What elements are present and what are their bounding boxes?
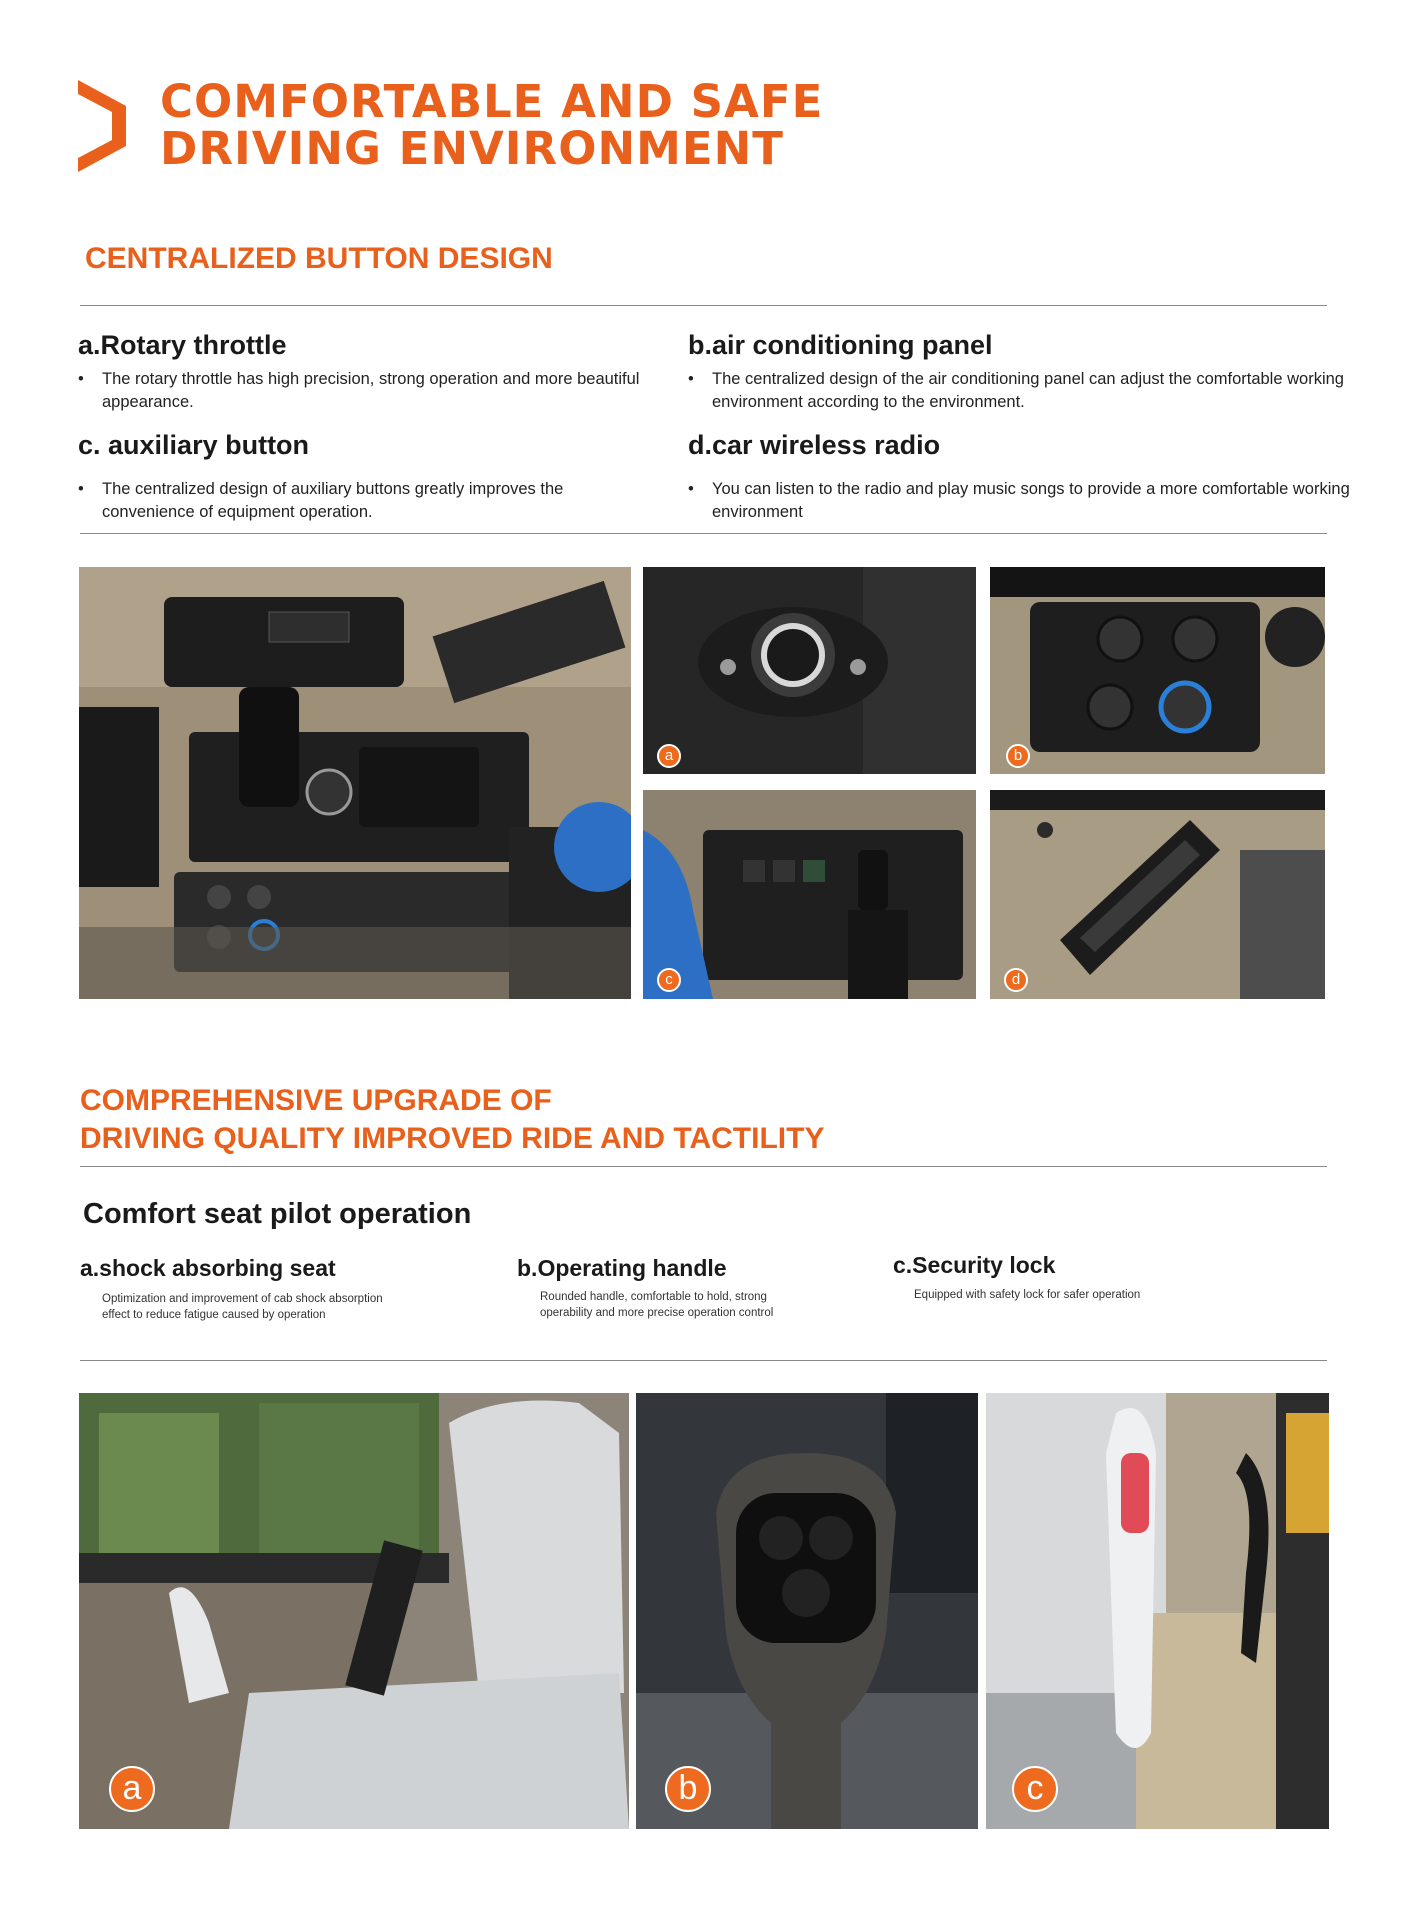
shock-absorbing-seat-photo	[79, 1393, 629, 1829]
cab-console-photo	[79, 567, 631, 999]
page-title-line2: DRIVING ENVIRONMENT	[160, 122, 784, 175]
auxiliary-buttons-photo	[643, 790, 976, 999]
item-heading-seat: a.shock absorbing seat	[80, 1255, 336, 1281]
section-title-line1: COMPREHENSIVE UPGRADE OF	[80, 1084, 552, 1117]
page-title-line1: COMFORTABLE AND SAFE	[160, 75, 824, 128]
photo-badge: a	[657, 744, 681, 768]
item-text-handle: Rounded handle, comfortable to hold, strong operability and more precise operation control	[540, 1291, 774, 1319]
photo-badge: b	[665, 1766, 711, 1812]
divider	[80, 533, 1327, 534]
item-text-security-lock: Equipped with safety lock for safer operation	[914, 1289, 1141, 1301]
item-text-seat: Optimization and improvement of cab shock absorption effect to reduce fatigue caused by operation	[102, 1293, 383, 1321]
page-title	[160, 75, 1060, 175]
subsection-title: Comfort seat pilot operation	[83, 1198, 472, 1230]
section-title-buttons: CENTRALIZED BUTTON DESIGN	[85, 242, 553, 275]
item-heading-security-lock: c.Security lock	[893, 1252, 1056, 1278]
photo-badge: c	[657, 968, 681, 992]
photo-badge: a	[109, 1766, 155, 1812]
feature-heading-air-conditioning: b.air conditioning panel	[688, 330, 993, 360]
feature-text-car-radio: • You can listen to the radio and play music songs to provide a more comfortable working environment	[688, 478, 1377, 524]
feature-heading-rotary-throttle: a.Rotary throttle	[78, 330, 287, 360]
feature-text-rotary-throttle: • The rotary throttle has high precision, strong operation and more beautiful appearance.	[78, 368, 662, 414]
section-title-line2: DRIVING QUALITY IMPROVED RIDE AND TACTILITY	[80, 1122, 825, 1155]
item-heading-handle: b.Operating handle	[517, 1255, 727, 1281]
rotary-throttle-photo	[643, 567, 976, 774]
photo-badge: c	[1012, 1766, 1058, 1812]
feature-heading-auxiliary-button: c. auxiliary button	[78, 430, 310, 460]
photo-badge: b	[1006, 744, 1030, 768]
divider	[80, 1360, 1327, 1361]
car-radio-photo	[990, 790, 1325, 999]
divider	[80, 1166, 1327, 1167]
security-lock-photo	[986, 1393, 1329, 1829]
feature-text-air-conditioning: • The centralized design of the air conditioning panel can adjust the comfortable working environment according to the environment.	[688, 368, 1352, 414]
feature-heading-car-radio: d.car wireless radio	[688, 430, 941, 460]
operating-handle-photo	[636, 1393, 978, 1829]
air-conditioning-panel-photo	[990, 567, 1325, 774]
feature-text-auxiliary-button: • The centralized design of auxiliary buttons greatly improves the convenience of equipment operation.	[78, 478, 642, 524]
photo-badge: d	[1004, 968, 1028, 992]
divider	[80, 305, 1327, 306]
chevron-logo-icon	[78, 80, 126, 172]
section-title-driving-quality	[80, 1082, 824, 1158]
